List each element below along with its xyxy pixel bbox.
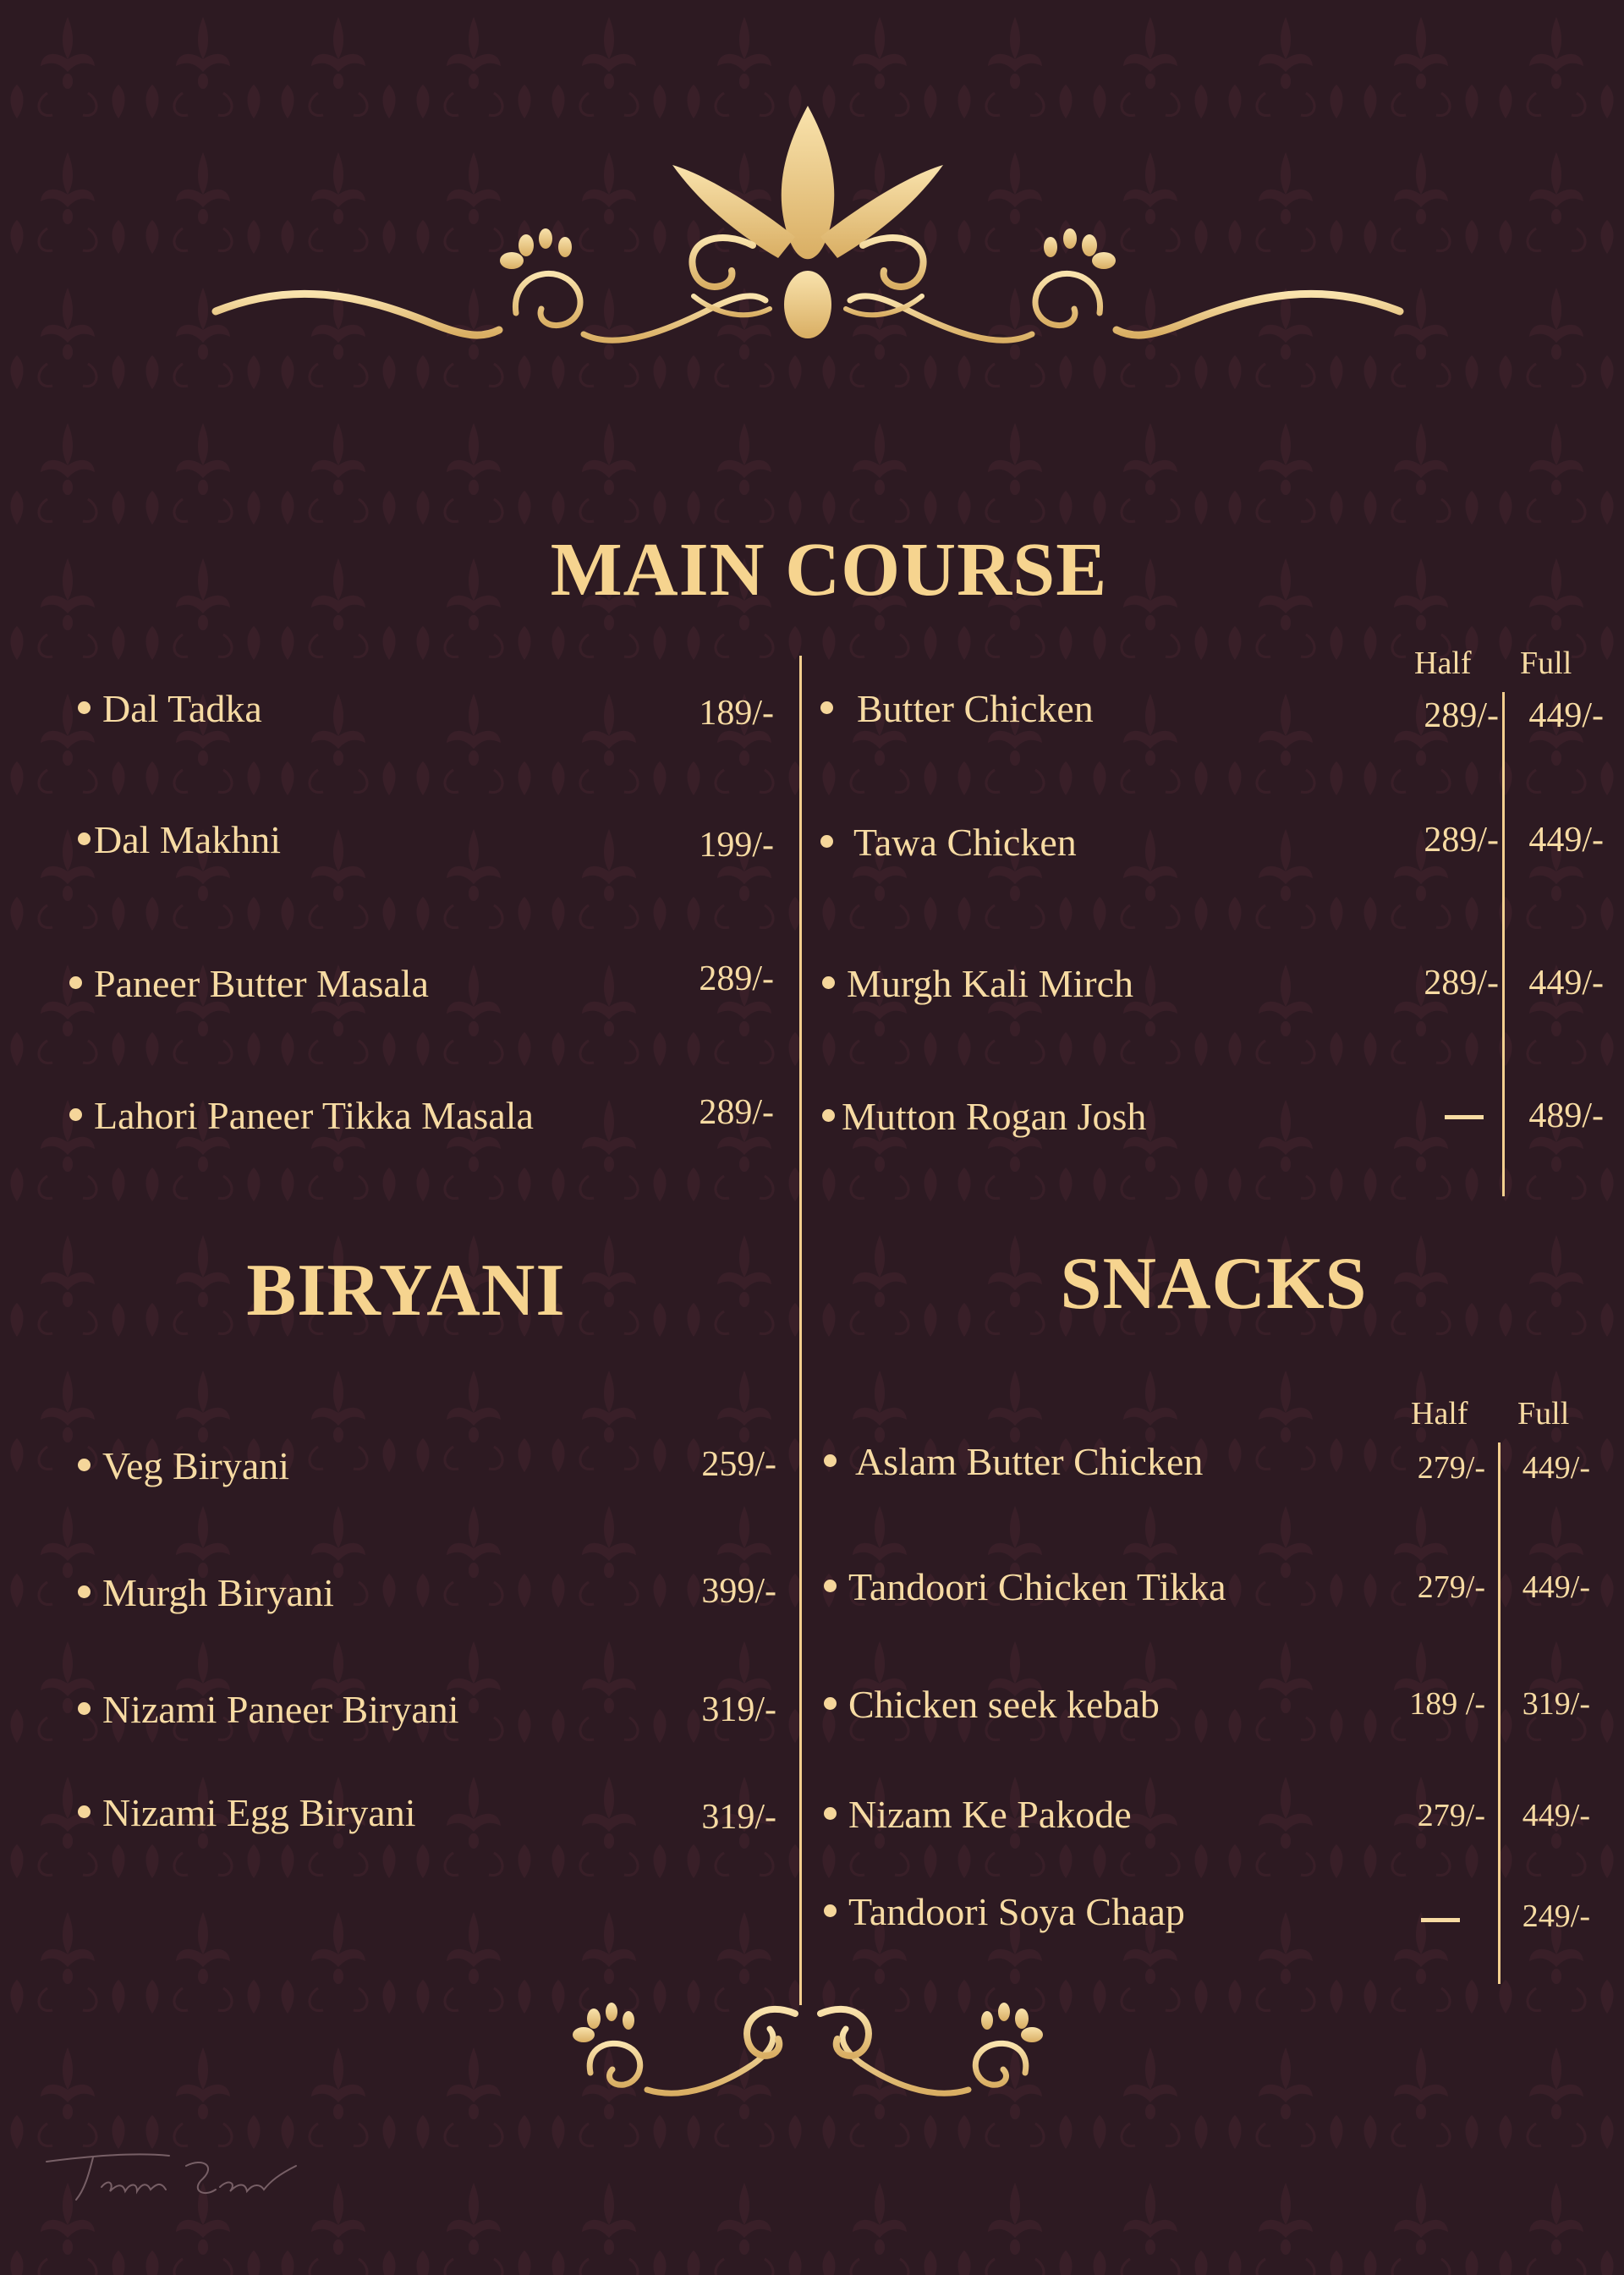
bullet-icon <box>820 701 833 714</box>
full-price-tandoori-soya-chaap: 249/- <box>1522 1899 1590 1934</box>
bullet-icon <box>824 1454 837 1467</box>
half-price-murgh-kali-mirch: 289/- <box>1424 964 1499 1003</box>
full-price-nizam-ke-pakode: 449/- <box>1522 1798 1590 1833</box>
item-name: Tawa Chicken <box>853 821 1077 864</box>
item-name: Paneer Butter Masala <box>94 962 429 1005</box>
bottom-ornament <box>567 1997 1049 2107</box>
half-unavailable-mutton-rogan-josh <box>1445 1115 1484 1119</box>
bullet-icon <box>78 833 91 845</box>
menu-item-nizami-paneer-biryani <box>78 1690 459 1729</box>
half-price-aslam-butter-chicken: 279/- <box>1417 1450 1485 1486</box>
menu-item-butter-chicken <box>820 687 1094 730</box>
item-name: Nizami Egg Biryani <box>102 1791 416 1834</box>
menu-item-murgh-biryani <box>78 1571 334 1614</box>
main-course-price-divider <box>1502 692 1505 1196</box>
menu-item-veg-biryani <box>78 1444 290 1487</box>
price-lahori-paneer-tikka-masala: 289/- <box>699 1093 774 1132</box>
snacks-price-divider <box>1498 1442 1501 1984</box>
bullet-icon <box>78 1459 91 1471</box>
price-nizami-egg-biryani: 319/- <box>701 1798 776 1837</box>
item-name: Tandoori Chicken Tikka <box>848 1565 1226 1608</box>
menu-item-mutton-rogan-josh <box>822 1097 1146 1136</box>
bullet-icon <box>824 1697 837 1710</box>
price-dal-tadka: 189/- <box>699 694 774 733</box>
bullet-icon <box>824 1904 837 1917</box>
bullet-icon <box>822 976 835 989</box>
item-name: Aslam Butter Chicken <box>855 1440 1204 1483</box>
bullet-icon <box>820 835 833 848</box>
full-price-chicken-seek-kebab: 319/- <box>1522 1686 1590 1722</box>
menu-item-lahori-paneer-tikka-masala <box>69 1096 534 1135</box>
menu-item-tandoori-soya-chaap <box>824 1890 1185 1933</box>
bullet-icon <box>69 1108 82 1121</box>
full-price-butter-chicken: 449/- <box>1528 696 1604 735</box>
half-price-tandoori-chicken-tikka: 279/- <box>1417 1569 1485 1605</box>
item-name: Dal Tadka <box>102 687 262 730</box>
menu-item-murgh-kali-mirch <box>822 964 1133 1003</box>
top-ornament <box>211 102 1404 364</box>
menu-item-tandoori-chicken-tikka <box>824 1565 1226 1608</box>
item-name: Murgh Kali Mirch <box>847 962 1134 1005</box>
half-unavailable-tandoori-soya-chaap <box>1421 1918 1460 1922</box>
item-name: Lahori Paneer Tikka Masala <box>94 1094 534 1137</box>
menu-item-tawa-chicken <box>820 823 1077 862</box>
full-price-murgh-kali-mirch: 449/- <box>1528 964 1604 1003</box>
snacks-half-header: Half <box>1411 1396 1468 1431</box>
menu-item-nizami-egg-biryani <box>78 1791 416 1834</box>
full-price-mutton-rogan-josh: 489/- <box>1528 1096 1604 1135</box>
item-name: Veg Biryani <box>102 1444 290 1487</box>
menu-item-dal-tadka <box>78 687 262 730</box>
half-price-tawa-chicken: 289/- <box>1424 821 1499 860</box>
half-price-chicken-seek-kebab: 189 /- <box>1409 1686 1485 1722</box>
bullet-icon <box>78 1585 91 1598</box>
bullet-icon <box>78 1805 91 1818</box>
biryani-title: BIRYANI <box>246 1250 566 1332</box>
menu-item-paneer-butter-masala <box>69 964 429 1003</box>
half-price-butter-chicken: 289/- <box>1424 696 1499 735</box>
bullet-icon <box>78 1702 91 1715</box>
snacks-full-header: Full <box>1517 1396 1570 1431</box>
bullet-icon <box>822 1109 835 1122</box>
menu-item-nizam-ke-pakode <box>824 1795 1132 1834</box>
price-veg-biryani: 259/- <box>701 1445 776 1484</box>
full-price-tandoori-chicken-tikka: 449/- <box>1522 1569 1590 1605</box>
half-price-nizam-ke-pakode: 279/- <box>1417 1798 1485 1833</box>
item-name: Dal Makhni <box>94 818 282 861</box>
menu-item-dal-makhni <box>78 818 282 861</box>
price-murgh-biryani: 399/- <box>701 1572 776 1611</box>
bullet-icon <box>824 1807 837 1820</box>
main-course-title: MAIN COURSE <box>550 528 1108 612</box>
full-price-tawa-chicken: 449/- <box>1528 821 1604 860</box>
snacks-title: SNACKS <box>1060 1243 1368 1325</box>
menu-item-aslam-butter-chicken <box>824 1442 1203 1481</box>
price-paneer-butter-masala: 289/- <box>699 959 774 998</box>
bullet-icon <box>824 1580 837 1592</box>
item-name: Nizami Paneer Biryani <box>102 1688 459 1731</box>
item-name: Nizam Ke Pakode <box>848 1793 1132 1836</box>
bullet-icon <box>78 701 91 714</box>
item-name: Mutton Rogan Josh <box>842 1095 1147 1138</box>
item-name: Tandoori Soya Chaap <box>848 1890 1185 1933</box>
price-dal-makhni: 199/- <box>699 826 774 865</box>
price-nizami-paneer-biryani: 319/- <box>701 1690 776 1729</box>
full-price-aslam-butter-chicken: 449/- <box>1522 1450 1590 1486</box>
artist-signature <box>42 2140 304 2208</box>
item-name: Chicken seek kebab <box>848 1683 1160 1726</box>
bullet-icon <box>69 976 82 989</box>
item-name: Butter Chicken <box>857 687 1094 730</box>
main-course-half-header: Half <box>1414 646 1472 681</box>
item-name: Murgh Biryani <box>102 1571 334 1614</box>
menu-item-chicken-seek-kebab <box>824 1685 1160 1724</box>
main-course-full-header: Full <box>1520 646 1572 681</box>
